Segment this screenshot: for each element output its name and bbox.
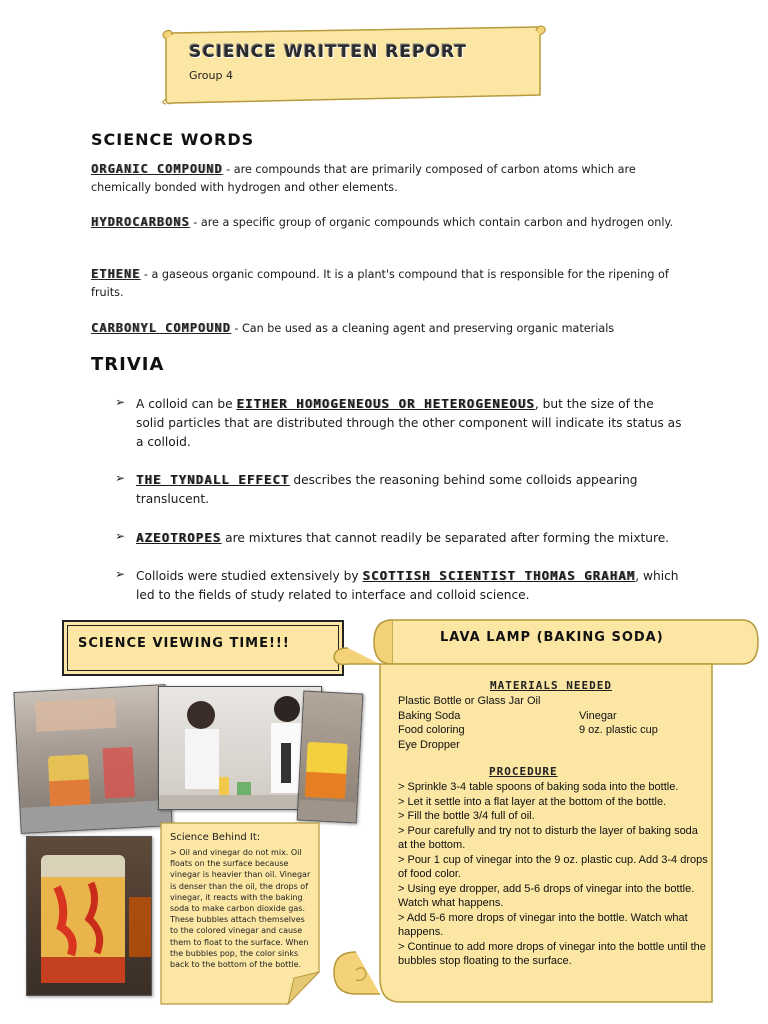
term-hydrocarbons: HYDROCARBONS [91,215,190,229]
title-scroll-banner [158,25,550,105]
procedure-step: > Fill the bottle 3/4 full of oil. [398,810,535,822]
science-behind-body: > Oil and vinegar do not mix. Oil floats on the surface because vinegar is heavier than oil. Vinegar is denser than the oil, the drops of vinegar, it reacts with the baking soda to make carbon dioxide gas. These bubbles attach themselves to the colored vinegar and cause them to float to the surface. When the bubbles pop, the color sinks back to the bottom of the bottle. [170,848,311,970]
procedure-step: > Let it settle into a flat layer at the bottom of the bottle. [398,795,667,808]
trivia-text: , which led to the fields of study related to interface and colloid science. [136,569,679,602]
trivia-text: describes the reasoning behind some colloids appearing translucent. [136,473,638,506]
trivia-text: Colloids were studied extensively by [136,569,363,583]
procedure-step: > Using eye dropper, add 5-6 drops of vinegar into the bottle. Watch what happens. [398,882,695,909]
procedure-step: > Sprinkle 3-4 table spoons of baking soda into the bottle. [398,781,679,793]
trivia-term: THE TYNDALL EFFECT [136,472,290,487]
definition-hydrocarbons [91,213,691,232]
trivia-text: , but the size of the solid particles that are distributed through the other component will indicate its status as a colloid. [136,397,682,449]
term-organic-compound: ORGANIC COMPOUND [91,162,223,176]
viewing-time-label: SCIENCE VIEWING TIME!!! [78,636,290,651]
group-label: Group 4 [189,69,233,82]
material-item: 9 oz. plastic cup [579,724,658,736]
trivia-term: EITHER HOMOGENEOUS OR HETEROGENEOUS [236,396,535,411]
definition-text: - a gaseous organic compound. It is a plant's compound that is responsible for the ripening of fruits. [91,268,669,299]
definition-text: - are a specific group of organic compounds which contain carbon and hydrogen only. [189,216,674,229]
trivia-item [136,566,684,605]
procedure-step: > Pour carefully and try not to disturb the layer of baking soda at the bottom. [398,824,698,851]
materials-heading: MATERIALS NEEDED [490,679,612,692]
lava-lamp-title: LAVA LAMP (BAKING SODA) [440,630,664,645]
definition-carbonyl-compound [91,319,691,338]
procedure-step: > Add 5-6 more drops of vinegar into the bottle. Watch what happens. [398,911,688,938]
trivia-heading: TRIVIA [91,354,165,375]
material-item: Plastic Bottle or Glass Jar Oil [398,695,541,707]
material-item: Eye Dropper [398,739,460,751]
science-words-heading: SCIENCE WORDS [91,130,255,149]
trivia-term: SCOTTISH SCIENTIST THOMAS GRAHAM [362,568,636,583]
definition-ethene [91,265,691,302]
report-title: SCIENCE WRITTEN REPORT [189,42,467,62]
procedure-step: > Pour 1 cup of vinegar into the 9 oz. plastic cup. Add 3-4 drops of food color. [398,853,708,880]
arrow-bullet-icon: ➢ [115,395,126,409]
material-item: Food coloring [398,724,465,736]
definition-text: - Can be used as a cleaning agent and preserving organic materials [230,322,615,335]
term-carbonyl-compound: CARBONYL COMPOUND [91,321,231,335]
arrow-bullet-icon: ➢ [115,567,126,581]
definition-text: - are compounds that are primarily composed of carbon atoms which are chemically bonded with hydrogen and other elements. [91,163,636,194]
trivia-term: AZEOTROPES [136,530,222,545]
lava-lamp-photo [26,836,152,996]
experiment-photo-1 [13,684,172,834]
term-ethene: ETHENE [91,267,141,281]
definition-organic-compound [91,160,691,197]
photo-illustration [27,837,151,995]
trivia-text: A colloid can be [136,397,237,411]
trivia-item [136,394,684,452]
procedure-list [398,780,710,969]
procedure-step: > Continue to add more drops of vinegar into the bottle until the bubbles stop floating to the surface. [398,940,706,967]
procedure-heading: PROCEDURE [489,765,558,778]
trivia-text: are mixtures that cannot readily be separated after forming the mixture. [221,531,670,545]
photo-illustration [14,685,171,833]
material-item: Vinegar [579,710,617,722]
trivia-item [136,528,684,548]
photo-illustration [159,687,321,809]
arrow-bullet-icon: ➢ [115,471,126,485]
science-behind-title: Science Behind It: [170,832,261,843]
trivia-item [136,470,684,509]
arrow-bullet-icon: ➢ [115,529,126,543]
material-item: Baking Soda [398,710,461,722]
